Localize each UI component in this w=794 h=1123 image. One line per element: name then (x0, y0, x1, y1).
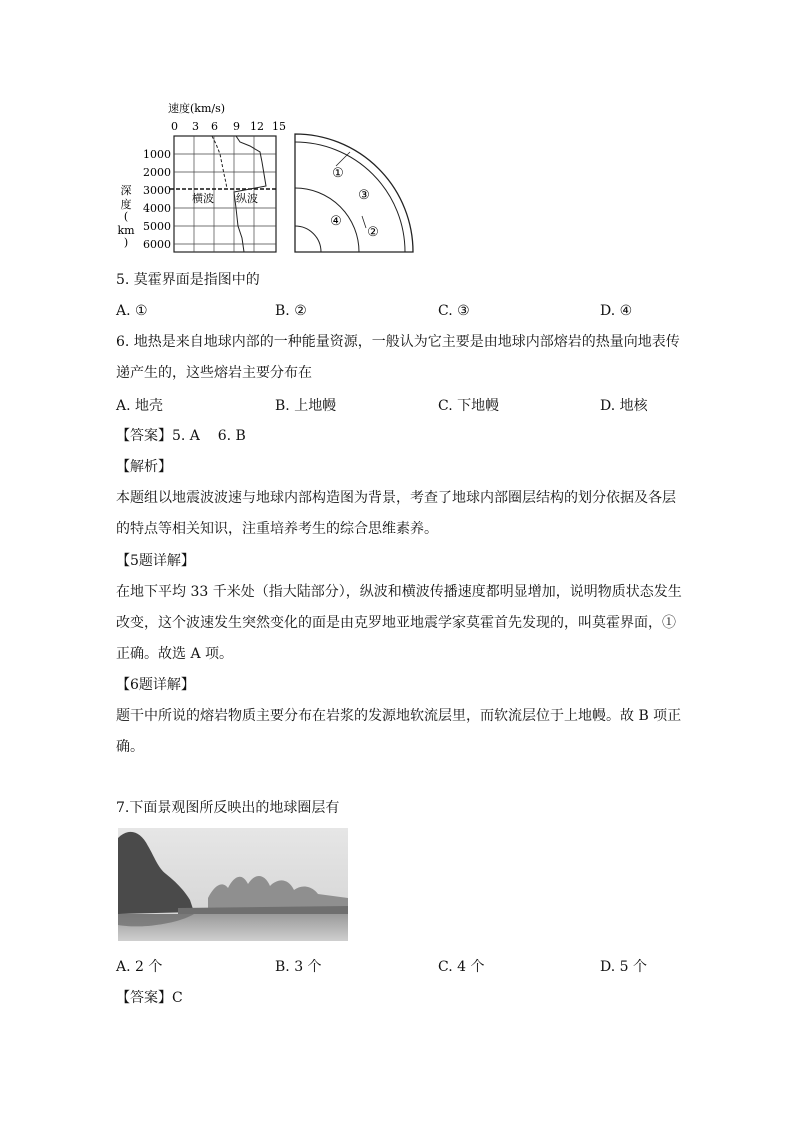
speed-tick: 12 (250, 120, 264, 133)
analysis-line1: 本题组以地震波波速与地球内部构造图为背景，考查了地球内部圈层结构的划分依据及各层 (116, 490, 676, 506)
detail-5-line1: 在地下平均 33 千米处（指大陆部分），纵波和横波传播速度都明显增加，说明物质状态发生 (116, 584, 682, 600)
question-7-stem: 7.下面景观图所反映出的地球圈层有 (116, 800, 340, 816)
landscape-photo (118, 828, 348, 941)
seismic-figure (110, 98, 430, 258)
option-a[interactable]: A. 2 个 (116, 959, 163, 975)
depth-tick: 6000 (143, 238, 171, 251)
option-c[interactable]: C. ③ (438, 303, 470, 319)
depth-tick: 3000 (143, 184, 171, 197)
detail-5-line3: 正确。故选 A 项。 (116, 646, 234, 662)
marker-4: ④ (330, 214, 342, 229)
marker-2: ② (367, 225, 379, 240)
depth-tick-labels (143, 148, 171, 251)
option-b[interactable]: B. 上地幔 (275, 398, 337, 414)
option-d[interactable]: D. ④ (600, 303, 633, 319)
detail-6-line1: 题干中所说的熔岩物质主要分布在岩浆的发源地软流层里，而软流层位于上地幔。故 B 项正 (116, 708, 682, 724)
depth-tick: 4000 (143, 202, 171, 215)
svg-text:(: ( (123, 210, 129, 223)
question-5-stem: 5. 莫霍界面是指图中的 (116, 272, 260, 288)
marker-3: ③ (358, 188, 370, 203)
speed-tick: 15 (272, 120, 286, 133)
option-c[interactable]: C. 4 个 (438, 959, 485, 975)
detail-5-heading: 【5题详解】 (116, 553, 195, 569)
p-wave-label: 纵波 (236, 192, 258, 205)
question-6-line2: 递产生的，这些熔岩主要分布在 (116, 365, 312, 381)
analysis-line2: 的特点等相关知识，注重培养考生的综合思维素养。 (116, 521, 438, 537)
marker-1: ① (332, 166, 344, 181)
s-wave-label: 横波 (192, 192, 214, 205)
analysis-heading: 【解析】 (116, 459, 172, 475)
option-a[interactable]: A. 地壳 (116, 398, 164, 414)
speed-tick-labels (171, 120, 286, 133)
detail-6-heading: 【6题详解】 (116, 677, 195, 693)
option-b[interactable]: B. ② (275, 303, 307, 319)
depth-tick: 2000 (143, 166, 171, 179)
answer-7: 【答案】C (116, 990, 183, 1006)
option-b[interactable]: B. 3 个 (275, 959, 322, 975)
depth-tick: 5000 (143, 220, 171, 233)
option-d[interactable]: D. 5 个 (600, 959, 647, 975)
detail-5-line2: 改变，这个波速发生突然变化的面是由克罗地亚地震学家莫霍首先发现的，叫莫霍界面，① (116, 615, 676, 631)
earth-cross-section (295, 134, 413, 252)
speed-tick: 0 (171, 120, 178, 133)
speed-tick: 9 (233, 120, 240, 133)
speed-axis-label: 速度(km/s) (168, 102, 226, 115)
svg-text:度: 度 (120, 198, 132, 211)
answer-5-6: 【答案】5. A 6. B (116, 428, 246, 444)
svg-text:km: km (117, 224, 135, 237)
option-a[interactable]: A. ① (116, 303, 148, 319)
svg-text:深: 深 (120, 184, 132, 197)
option-d[interactable]: D. 地核 (600, 398, 648, 414)
svg-text:): ) (123, 236, 129, 249)
option-c[interactable]: C. 下地幔 (438, 398, 500, 414)
speed-tick: 3 (192, 120, 199, 133)
detail-6-line2: 确。 (116, 739, 144, 755)
speed-tick: 6 (211, 120, 218, 133)
question-6-line1: 6. 地热是来自地球内部的一种能量资源，一般认为它主要是由地球内部熔岩的热量向地表传 (116, 334, 680, 350)
depth-tick: 1000 (143, 148, 171, 161)
depth-axis-label (117, 184, 135, 249)
